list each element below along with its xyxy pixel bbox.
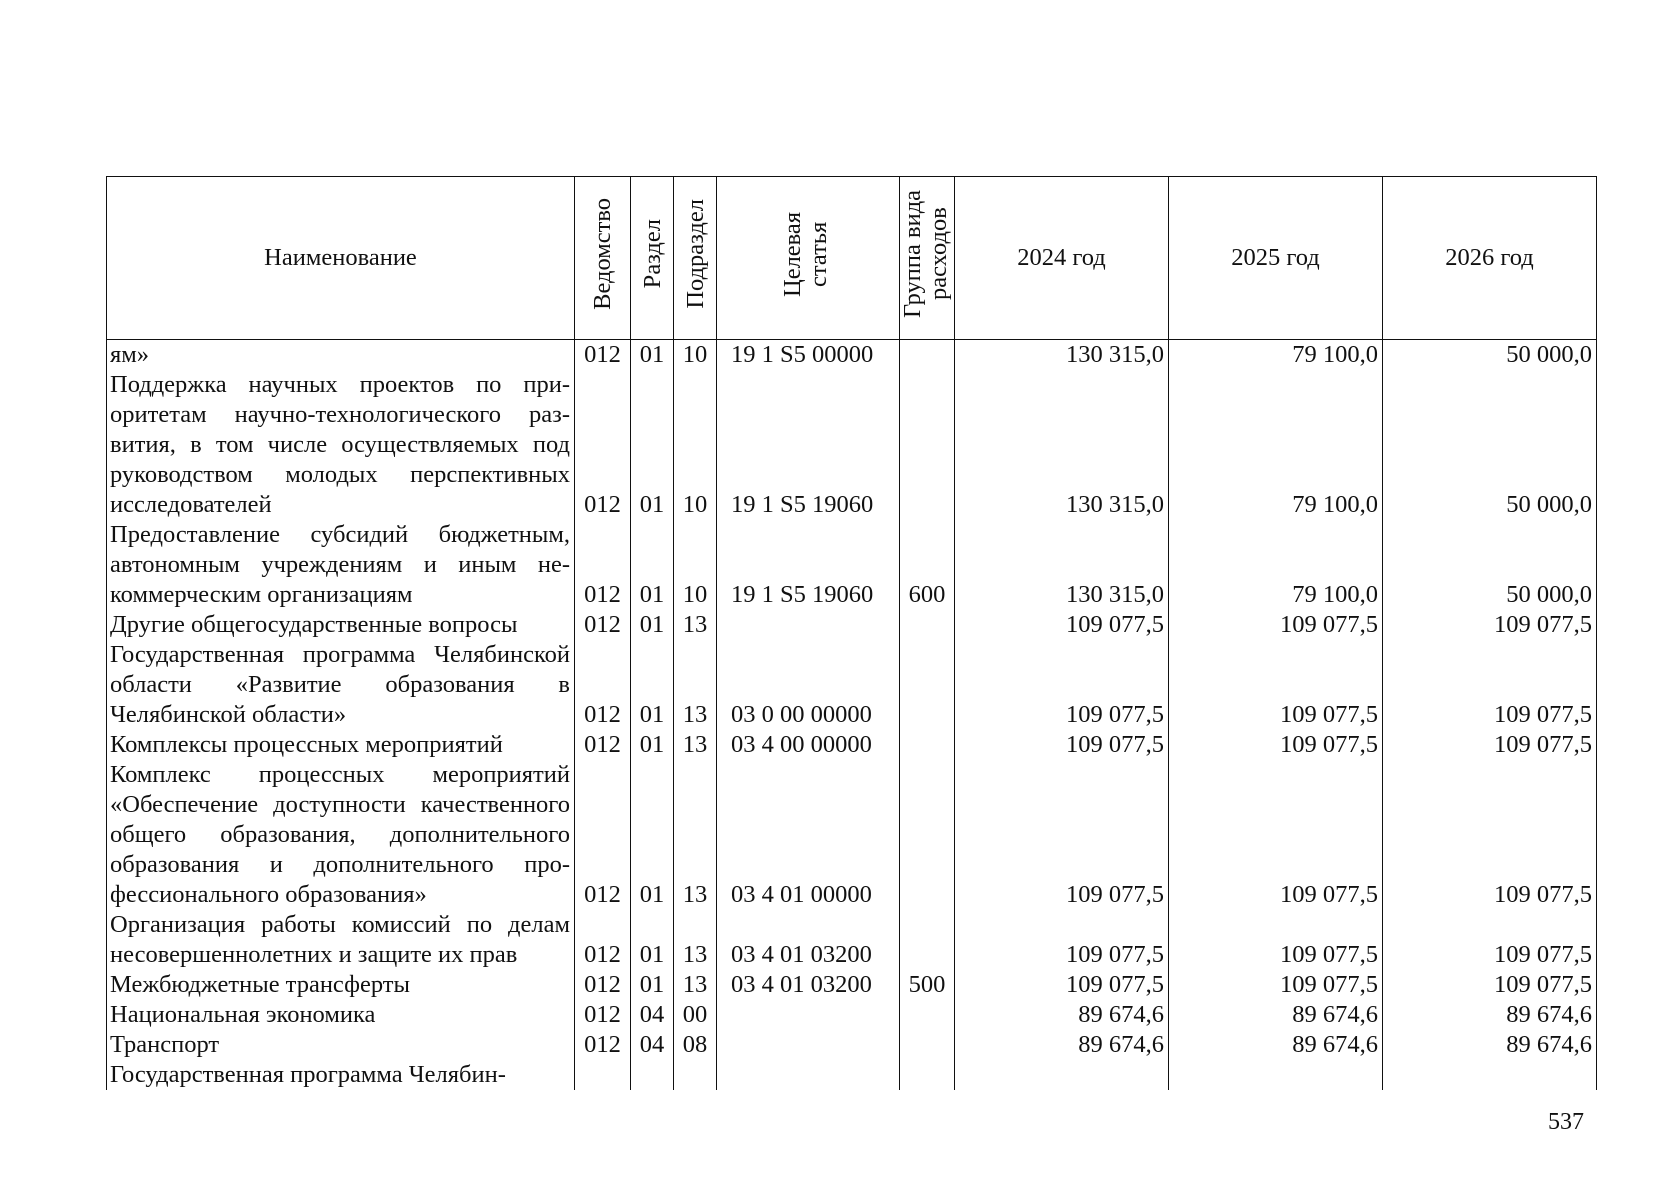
row-celevaya-statya: 19 1 S5 19060 xyxy=(717,520,900,610)
row-value-2024: 109 077,5 xyxy=(955,970,1169,1000)
row-razdel: 01 xyxy=(631,520,674,610)
row-vedomstvo: 012 xyxy=(575,610,631,640)
row-podrazdel: 10 xyxy=(674,340,717,371)
row-podrazdel: 13 xyxy=(674,760,717,910)
row-podrazdel: 13 xyxy=(674,640,717,730)
row-value-2026: 50 000,0 xyxy=(1383,520,1597,610)
row-name: Национальная экономика xyxy=(107,1000,575,1030)
row-value-2026: 50 000,0 xyxy=(1383,370,1597,520)
row-razdel: 01 xyxy=(631,340,674,371)
row-value-2024: 89 674,6 xyxy=(955,1030,1169,1060)
row-celevaya-statya: 03 4 01 03200 xyxy=(717,970,900,1000)
table-row xyxy=(107,730,1597,760)
row-vedomstvo: 012 xyxy=(575,1000,631,1030)
row-celevaya-statya: 03 4 01 03200 xyxy=(717,910,900,970)
table-row xyxy=(107,520,1597,610)
table-row xyxy=(107,340,1597,371)
row-value-2024: 109 077,5 xyxy=(955,910,1169,970)
row-value-2025: 109 077,5 xyxy=(1169,610,1383,640)
row-value-2026: 109 077,5 xyxy=(1383,610,1597,640)
row-value-2025: 109 077,5 xyxy=(1169,640,1383,730)
row-vedomstvo: 012 xyxy=(575,970,631,1000)
row-value-2024: 109 077,5 xyxy=(955,730,1169,760)
table-row xyxy=(107,1030,1597,1060)
row-vedomstvo: 012 xyxy=(575,370,631,520)
table-row xyxy=(107,370,1597,520)
row-value-2026: 89 674,6 xyxy=(1383,1000,1597,1030)
header-name: Наименование xyxy=(107,177,575,340)
table-row xyxy=(107,610,1597,640)
header-razdel: Раздел xyxy=(631,177,674,340)
row-name: Предоставление субсидий бюджетным, автономным учреждениям и иным некоммерческим организациям xyxy=(107,520,575,610)
row-podrazdel: 08 xyxy=(674,1030,717,1060)
row-gruppa xyxy=(900,1030,955,1060)
row-value-2025: 79 100,0 xyxy=(1169,370,1383,520)
row-vedomstvo: 012 xyxy=(575,760,631,910)
row-celevaya-statya xyxy=(717,610,900,640)
header-2026: 2026 год xyxy=(1383,177,1597,340)
row-name: Комплексы процессных мероприятий xyxy=(107,730,575,760)
row-value-2026: 109 077,5 xyxy=(1383,910,1597,970)
row-name: Межбюджетные трансферты xyxy=(107,970,575,1000)
header-vedomstvo: Ведомство xyxy=(575,177,631,340)
row-podrazdel: 13 xyxy=(674,610,717,640)
row-value-2025: 89 674,6 xyxy=(1169,1030,1383,1060)
row-value-2024 xyxy=(955,1060,1169,1090)
row-podrazdel: 13 xyxy=(674,730,717,760)
row-value-2026: 109 077,5 xyxy=(1383,760,1597,910)
row-gruppa xyxy=(900,730,955,760)
table-row xyxy=(107,1060,1597,1090)
row-podrazdel: 13 xyxy=(674,970,717,1000)
header-podrazdel: Подраздел xyxy=(674,177,717,340)
row-vedomstvo: 012 xyxy=(575,640,631,730)
row-podrazdel: 10 xyxy=(674,370,717,520)
row-value-2025: 109 077,5 xyxy=(1169,730,1383,760)
row-value-2024: 109 077,5 xyxy=(955,640,1169,730)
row-razdel: 01 xyxy=(631,910,674,970)
row-razdel: 01 xyxy=(631,730,674,760)
row-podrazdel xyxy=(674,1060,717,1090)
table-row xyxy=(107,970,1597,1000)
page-number: 537 xyxy=(1548,1109,1584,1135)
row-razdel: 01 xyxy=(631,760,674,910)
header-gruppa-vida-rashodov: Группа вида расходов xyxy=(900,177,955,340)
row-celevaya-statya: 19 1 S5 19060 xyxy=(717,370,900,520)
row-value-2026: 109 077,5 xyxy=(1383,730,1597,760)
row-value-2026: 109 077,5 xyxy=(1383,640,1597,730)
row-gruppa xyxy=(900,340,955,371)
header-celevaya-statya: Целевая статья xyxy=(717,177,900,340)
row-vedomstvo: 012 xyxy=(575,1030,631,1060)
row-name: ям» xyxy=(107,340,575,371)
row-value-2025: 89 674,6 xyxy=(1169,1000,1383,1030)
row-value-2026: 89 674,6 xyxy=(1383,1030,1597,1060)
table-row xyxy=(107,1000,1597,1030)
row-value-2024: 109 077,5 xyxy=(955,760,1169,910)
row-celevaya-statya: 03 0 00 00000 xyxy=(717,640,900,730)
row-gruppa xyxy=(900,610,955,640)
row-value-2025: 79 100,0 xyxy=(1169,340,1383,371)
row-razdel: 01 xyxy=(631,610,674,640)
row-value-2024: 109 077,5 xyxy=(955,610,1169,640)
row-celevaya-statya xyxy=(717,1030,900,1060)
table-row xyxy=(107,640,1597,730)
row-gruppa xyxy=(900,760,955,910)
row-vedomstvo: 012 xyxy=(575,910,631,970)
row-gruppa xyxy=(900,1060,955,1090)
row-razdel: 04 xyxy=(631,1000,674,1030)
row-value-2026 xyxy=(1383,1060,1597,1090)
row-vedomstvo xyxy=(575,1060,631,1090)
row-celevaya-statya xyxy=(717,1060,900,1090)
row-razdel: 04 xyxy=(631,1030,674,1060)
row-vedomstvo: 012 xyxy=(575,730,631,760)
row-value-2026: 50 000,0 xyxy=(1383,340,1597,371)
row-razdel: 01 xyxy=(631,370,674,520)
row-value-2024: 130 315,0 xyxy=(955,340,1169,371)
row-value-2025: 109 077,5 xyxy=(1169,970,1383,1000)
row-celevaya-statya xyxy=(717,1000,900,1030)
row-gruppa xyxy=(900,1000,955,1030)
row-razdel xyxy=(631,1060,674,1090)
row-value-2024: 89 674,6 xyxy=(955,1000,1169,1030)
row-celevaya-statya: 19 1 S5 00000 xyxy=(717,340,900,371)
row-value-2024: 130 315,0 xyxy=(955,370,1169,520)
row-gruppa xyxy=(900,910,955,970)
table-row xyxy=(107,910,1597,970)
row-gruppa: 600 xyxy=(900,520,955,610)
header-2025: 2025 год xyxy=(1169,177,1383,340)
row-razdel: 01 xyxy=(631,640,674,730)
row-celevaya-statya: 03 4 00 00000 xyxy=(717,730,900,760)
table-header-row xyxy=(107,177,1597,340)
budget-table xyxy=(106,176,1597,1090)
row-value-2025: 79 100,0 xyxy=(1169,520,1383,610)
row-podrazdel: 00 xyxy=(674,1000,717,1030)
row-value-2026: 109 077,5 xyxy=(1383,970,1597,1000)
row-name: Государственная программа Челябинской области «Развитие образования в Челябинской области» xyxy=(107,640,575,730)
table-row xyxy=(107,760,1597,910)
row-gruppa xyxy=(900,640,955,730)
row-gruppa: 500 xyxy=(900,970,955,1000)
row-podrazdel: 13 xyxy=(674,910,717,970)
row-vedomstvo: 012 xyxy=(575,520,631,610)
row-name: Государственная программа Челябин- xyxy=(107,1060,575,1090)
row-value-2025: 109 077,5 xyxy=(1169,760,1383,910)
row-razdel: 01 xyxy=(631,970,674,1000)
row-name: Другие общегосударственные вопросы xyxy=(107,610,575,640)
header-2024: 2024 год xyxy=(955,177,1169,340)
row-value-2025 xyxy=(1169,1060,1383,1090)
row-name: Поддержка научных проектов по приоритетам научно-технологического развития, в том числе осуществляемых под руководством молодых перспективных исследователей xyxy=(107,370,575,520)
row-name: Организация работы комиссий по делам несовершеннолетних и защите их прав xyxy=(107,910,575,970)
row-gruppa xyxy=(900,370,955,520)
row-value-2025: 109 077,5 xyxy=(1169,910,1383,970)
row-podrazdel: 10 xyxy=(674,520,717,610)
row-name: Транспорт xyxy=(107,1030,575,1060)
row-celevaya-statya: 03 4 01 00000 xyxy=(717,760,900,910)
row-vedomstvo: 012 xyxy=(575,340,631,371)
row-name: Комплекс процессных мероприятий «Обеспечение доступности качественного общего образования, дополнительного образования и дополнительного профессионального образования» xyxy=(107,760,575,910)
row-value-2024: 130 315,0 xyxy=(955,520,1169,610)
